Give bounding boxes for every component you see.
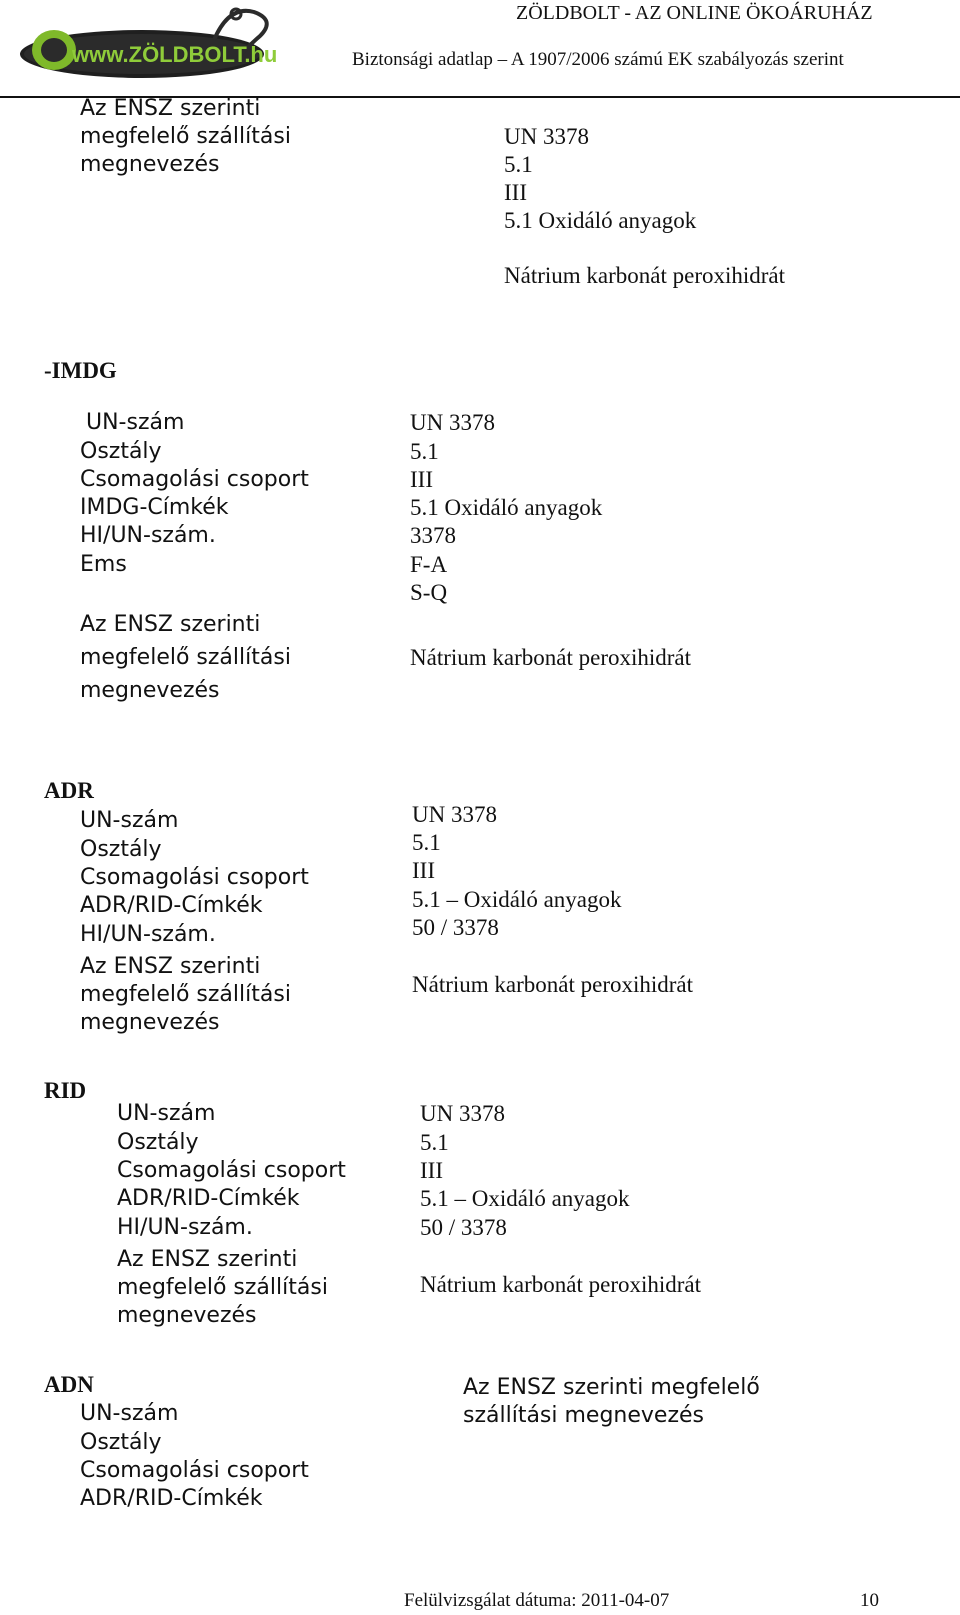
imdg-label-hi: HI/UN-szám.: [80, 523, 216, 548]
imdg-value-labels: 5.1 Oxidáló anyagok: [410, 495, 603, 520]
imdg-label-labels: IMDG-Címkék: [80, 495, 229, 520]
logo: [14, 0, 310, 92]
adr-heading: ADR: [44, 778, 94, 803]
rid-label-un: UN-szám: [117, 1101, 216, 1126]
top-value-name: Nátrium karbonát peroxihidrát: [504, 263, 786, 288]
imdg-value-ems: F-A: [410, 552, 448, 577]
adr-name-value: Nátrium karbonát peroxihidrát: [412, 972, 694, 997]
adn-name-line-2: szállítási megnevezés: [463, 1403, 705, 1428]
imdg-label-class: Osztály: [80, 439, 162, 464]
adn-label-group: Csomagolási csoport: [80, 1458, 309, 1483]
rid-label-class: Osztály: [117, 1130, 199, 1155]
rid-value-un: UN 3378: [420, 1101, 505, 1126]
imdg-name-label-3: megnevezés: [80, 678, 220, 703]
rid-label-hi: HI/UN-szám.: [117, 1215, 253, 1240]
imdg-name-label-2: megfelelő szállítási: [80, 645, 291, 670]
adr-name-label-3: megnevezés: [80, 1010, 220, 1035]
adn-label-un: UN-szám: [80, 1401, 179, 1426]
adr-value-group: III: [412, 858, 435, 883]
adr-label-un: UN-szám: [80, 808, 179, 833]
adr-value-hi: 50 / 3378: [412, 915, 499, 940]
top-name-label-1: Az ENSZ szerinti: [80, 96, 261, 121]
top-value-class: 5.1: [504, 152, 533, 177]
imdg-label-un: UN-szám: [86, 410, 185, 435]
rid-value-labels: 5.1 – Oxidáló anyagok: [420, 1186, 630, 1211]
rid-name-value: Nátrium karbonát peroxihidrát: [420, 1272, 702, 1297]
rid-name-label-2: megfelelő szállítási: [117, 1275, 328, 1300]
imdg-value-class: 5.1: [410, 439, 439, 464]
adr-value-class: 5.1: [412, 830, 441, 855]
imdg-value-un: UN 3378: [410, 410, 495, 435]
imdg-value-group: III: [410, 467, 433, 492]
imdg-value-ems-extra: S-Q: [410, 580, 448, 605]
rid-value-group: III: [420, 1158, 443, 1183]
rid-label-group: Csomagolási csoport: [117, 1158, 346, 1183]
adr-name-label-1: Az ENSZ szerinti: [80, 954, 261, 979]
rid-heading: RID: [44, 1078, 87, 1103]
zoldbolt-logo-icon: [14, 0, 310, 92]
rid-value-class: 5.1: [420, 1130, 449, 1155]
header-title: ZÖLDBOLT - AZ ONLINE ÖKOÁRUHÁZ: [516, 2, 873, 24]
top-name-label-3: megnevezés: [80, 152, 220, 177]
adr-value-un: UN 3378: [412, 802, 497, 827]
imdg-value-hi: 3378: [410, 523, 456, 548]
top-value-group: III: [504, 180, 527, 205]
logo-text: www.ZÖLDBOLT.hu: [72, 42, 278, 67]
adr-label-group: Csomagolási csoport: [80, 865, 309, 890]
rid-name-label-3: megnevezés: [117, 1303, 257, 1328]
imdg-name-label-1: Az ENSZ szerinti: [80, 612, 261, 637]
footer-revision-date: Felülvizsgálat dátuma: 2011-04-07: [404, 1590, 670, 1611]
adn-heading: ADN: [44, 1372, 94, 1397]
imdg-heading: -IMDG: [44, 358, 117, 383]
adr-label-labels: ADR/RID-Címkék: [80, 893, 263, 918]
top-value-un: UN 3378: [504, 124, 589, 149]
header-subtitle: Biztonsági adatlap – A 1907/2006 számú EK szabályozás szerint: [352, 49, 844, 70]
adr-label-hi: HI/UN-szám.: [80, 922, 216, 947]
rid-label-labels: ADR/RID-Címkék: [117, 1186, 300, 1211]
imdg-label-ems: Ems: [80, 552, 127, 577]
top-value-labels: 5.1 Oxidáló anyagok: [504, 208, 697, 233]
rid-value-hi: 50 / 3378: [420, 1215, 507, 1240]
adr-name-label-2: megfelelő szállítási: [80, 982, 291, 1007]
adn-label-class: Osztály: [80, 1430, 162, 1455]
top-name-label-2: megfelelő szállítási: [80, 124, 291, 149]
rid-name-label-1: Az ENSZ szerinti: [117, 1247, 298, 1272]
footer-page-number: 10: [860, 1590, 879, 1611]
adn-name-line-1: Az ENSZ szerinti megfelelő: [463, 1375, 760, 1400]
adr-label-class: Osztály: [80, 837, 162, 862]
imdg-name-value: Nátrium karbonát peroxihidrát: [410, 645, 692, 670]
imdg-label-group: Csomagolási csoport: [80, 467, 309, 492]
adn-label-labels: ADR/RID-Címkék: [80, 1486, 263, 1511]
adr-value-labels: 5.1 – Oxidáló anyagok: [412, 887, 622, 912]
